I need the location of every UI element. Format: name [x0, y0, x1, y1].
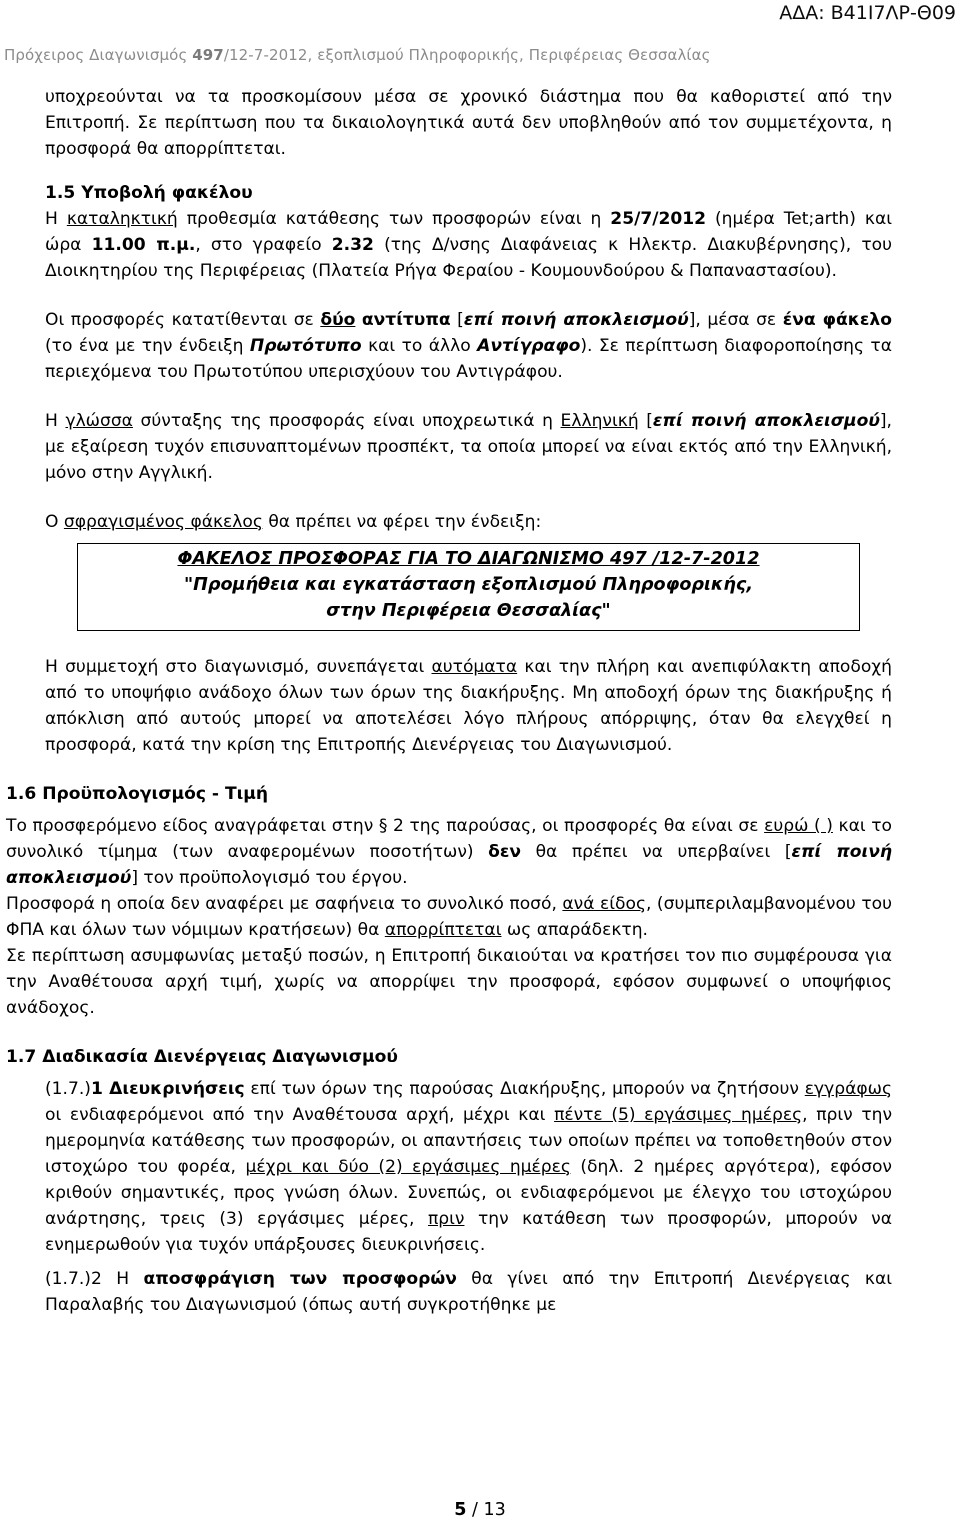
running-title-b: /12-7-2012, εξοπλισμού Πληροφορικής, Περιφέρειας Θεσσαλίας [223, 46, 711, 64]
paragraph-deadline: Η καταληκτική προθεσμία κατάθεσης των προσφορών είναι η 25/7/2012 (ημέρα Tet;arth) και ώρα 11.00 π.μ., στο γραφείο 2.32 (της Δ/νσης Διαφάνειας κ Ηλεκτρ. Διακυβέρνησης), του Διοικητηρίου της Περιφέρειας (Πλατεία Ρήγα Φεραίου - Κουμουνδούρου & Παπαναστασίου). [45, 209, 893, 281]
running-header [4, 46, 711, 64]
paragraph-intro: υποχρεούνται να τα προσκομίσουν μέσα σε χρονικό διάστημα που θα καθοριστεί από την Επιτροπή. Σε περίπτωση που τα δικαιολογητικά αυτά δεν υποβληθούν από τον συμμετέχοντα, η προσφορά θα απορρίπτεται. [45, 87, 892, 159]
paragraph-envelope: Ο σφραγισμένος φάκελος θα πρέπει να φέρει την ένδειξη: [45, 512, 542, 532]
paragraph-language: Η γλώσσα σύνταξης της προσφοράς είναι υποχρεωτικά η Ελληνική [επί ποινή αποκλεισμού], με εξαίρεση τυχόν επισυναπτομένων προσπέκτ, τα οποία μπορεί να είναι εκτός από την Ελληνική, μόνο στην Αγγλική. [45, 411, 892, 483]
envelope-label-line-2: "Προμήθεια και εγκατάσταση εξοπλισμού Πληροφορικής, [183, 575, 754, 595]
running-title-a: Πρόχειρος Διαγωνισμός [4, 46, 193, 64]
running-title-number: 497 [192, 46, 224, 64]
envelope-label-box [77, 543, 860, 631]
indented-block-bottom [6, 1076, 892, 1318]
paragraph-participation: Η συμμετοχή στο διαγωνισμό, συνεπάγεται αυτόματα και την πλήρη και ανεπιφύλακτη αποδοχή από το υποψήφιο ανάδοχο όλων των όρων της διακήρυξης. Μη αποδοχή όρων της διακήρυξης ή απόκλιση από αυτούς μπορεί να αποτελέσει λόγο πλήρους απόρριψης, όταν θα ελεγχθεί η προσφορά, κατά την κρίση της Επιτροπής Διενέργειας του Διαγωνισμού. [45, 657, 892, 755]
paragraph-copies: Οι προσφορές κατατίθενται σε δύο αντίτυπα [επί ποινή αποκλεισμού], μέσα σε ένα φάκελο (το ένα με την ένδειξη Πρωτότυπο και το άλλο Αντίγραφο). Σε περίπτωση διαφοροποίησης τα περιεχόμενα του Πρωτοτύπου υπερισχύουν του Αντιγράφου. [45, 310, 892, 382]
paragraph-total-amount: Προσφορά η οποία δεν αναφέρει με σαφήνεια το συνολικό ποσό, ανά είδος, (συμπεριλαμβανομένου του ΦΠΑ και όλων των νόμιμων κρατήσεων) θα απορρίπτεται ως απαράδεκτη. [6, 894, 892, 940]
heading-1-6: 1.6 Προϋπολογισμός - Τιμή [6, 784, 269, 804]
paragraph-opening: (1.7.)2 Η αποσφράγιση των προσφορών θα γίνει από την Επιτροπή Διενέργειας και Παραλαβής του Διαγωνισμού (όπως αυτή συγκροτήθηκε με [45, 1269, 892, 1315]
paragraph-discrepancy: Σε περίπτωση ασυμφωνίας μεταξύ ποσών, η Επιτροπή δικαιούται να κρατήσει τον πιο συμφέρουσα για την Αναθέτουσα αρχή τιμή, χωρίς να απορρίψει την προσφορά, εφόσον συμφωνεί ο υποψήφιος ανάδοχος. [6, 946, 892, 1018]
envelope-label-line-3: στην Περιφέρεια Θεσσαλίας" [326, 601, 611, 621]
ada-code: ΑΔΑ: Β41Ι7ΛΡ-Θ09 [779, 2, 956, 24]
paragraph-price: Το προσφερόμενο είδος αναγράφεται στην § 2 της παρούσας, οι προσφορές θα είναι σε ευρώ ( ) και το συνολικό τίμημα (των αναφερομένων ποσοτήτων) δεν θα πρέπει να υπερβαίνει [επί ποινή αποκλεισμού] τον προϋπολογισμό του έργου. [6, 816, 893, 888]
heading-1-5: 1.5 Υποβολή φακέλου [45, 183, 253, 203]
page-number: 5 / 13 [454, 1500, 506, 1520]
heading-1-7: 1.7 Διαδικασία Διενέργειας Διαγωνισμού [6, 1047, 398, 1067]
indented-block-top [6, 84, 892, 758]
envelope-label-line-1: ΦΑΚΕΛΟΣ ΠΡΟΣΦΟΡΑΣ ΓΙΑ ΤΟ ΔΙΑΓΩΝΙΣΜΟ 497 /12-7-2012 [177, 549, 760, 569]
paragraph-clarifications: (1.7.)1 Διευκρινήσεις επί των όρων της παρούσας Διακήρυξης, μπορούν να ζητήσουν εγγράφως οι ενδιαφερόμενοι από την Αναθέτουσα αρχή, μέχρι και πέντε (5) εργάσιμες ημέρες, πριν την ημερομηνία κατάθεσης των προσφορών, οι απαντήσεις των οποίων πρέπει να τοποθετηθούν στον ιστοχώρο του φορέα, μέχρι και δύο (2) εργάσιμες ημέρες (δηλ. 2 ημέρες αργότερα), εφόσον κριθούν σημαντικές, προς γνώση όλων. Συνεπώς, οι ενδιαφερόμενοι με έλεγχο του ιστοχώρου ανάρτησης, τρεις (3) εργάσιμες μέρες, πριν την κατάθεση των προσφορών, μπορούν να ενημερωθούν για τυχόν υπάρξουσες διευκρινήσεις. [45, 1079, 892, 1255]
page-content [6, 84, 892, 1318]
